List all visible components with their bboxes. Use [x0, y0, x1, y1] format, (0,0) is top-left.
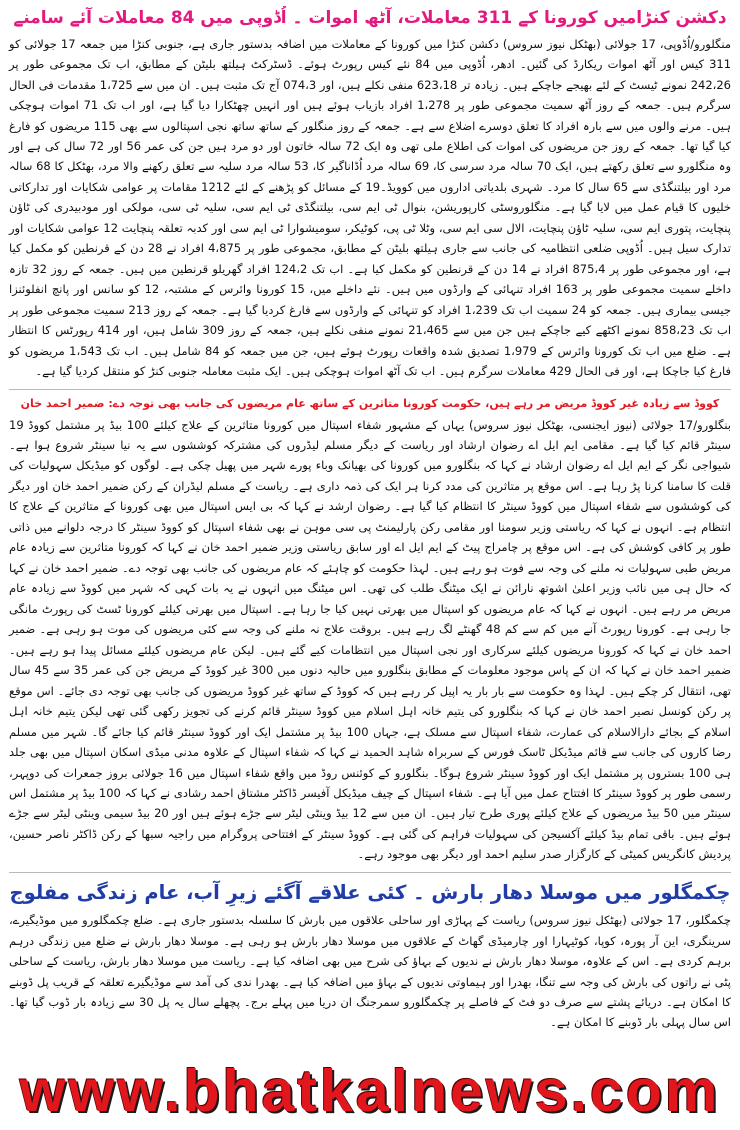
- divider: [9, 389, 731, 390]
- headline: چکمگلور میں موسلا دھار بارش ۔ کئی علاقے آگئے زیرِ آب، عام زندگی مفلوج: [9, 880, 731, 904]
- website-watermark: www.bhatkalnews.com: [19, 1058, 721, 1125]
- article-dakshina-kannada-covid: [9, 4, 731, 386]
- divider: [9, 872, 731, 873]
- headline: دکشن کنڑامیں کورونا کے 311 معاملات، آٹھ اموات ۔ اُڈوپی میں 84 معاملات آئے سامنے: [13, 8, 727, 28]
- headline: کووڈ سے زیادہ غیر کووڈ مریض مر رہے ہیں، حکومت کورونا متاثرین کے ساتھ عام مریضوں کی جانب بھی توجہ دے: ضمیر احمد خان: [20, 396, 720, 410]
- article-body: چکمگلور، 17 جولائی (بھٹکل نیوز سروس) ریاست کے پہاڑی اور ساحلی علاقوں میں بارش کا سلسلہ بدستور جاری ہے۔ ضلع چکمگلورو میں موڈیگیرے، سرینگری، این آر پورہ، کوپا، کوٹیہارا اور چارمیڈی گھاٹ کے علاقوں میں موسلا دھار بارش ہو رہی ہے۔ موسلا دھار بارش نے ضلع میں زندگی درہم برہم کردی ہے۔ اس کے علاوہ، موسلا دھار بارش نے ندیوں کے بہاؤ کی شرح میں بھی اضافہ کیا ہے۔ ریاست میں موسلا دھار بارش، ریاست کے ساحلی پٹی نے راتوں کی بارش کی وجہ سے تنگا، بھدرا اور ہیماوتی ندیوں کے بہاؤ میں اضافہ کیا ہے۔ بھدرا ندی کی آمد سے موڈیگیرے تعلقہ کے قریب پل ڈوبنے کا امکان ہے۔ دریائے پشتے سے صرف دو فٹ کے فاصلے پر چکمگلورو سمرجنگ ان دریا میں پہلے برج۔ پچھلے سال یہ پل 30 سے زیادہ بار ڈوب گیا تھا۔ اس سال پہلی بار ڈوبنے کا امکان ہے۔: [9, 913, 731, 1030]
- article-body: بنگلورو/17 جولائی (نیوز ایجنسی، بھٹکل نیوز سروس) یہاں کے مشہور شفاء اسپتال میں کورونا متاثرین کے علاج کیلئے 100 بیڈ پر مشتمل کووڈ 19 سینٹر قائم کیا گیا ہے۔ مقامی ایم ایل اے رضوان ارشاد اور ریاست کے دیگر مسلم لیڈروں کی مشترکہ کوششوں سے یہ نیا سینٹر شروع ہوا ہے۔ شیواجی نگر کے ایم ایل اے رضوان ارشاد نے کہا کہ بنگلورو میں کورونا کی بھیانک وباء پورے شہر میں پھیل چکی ہے۔ لوگوں کو میڈیکل سہولیات کی قلت کا سامنا کرنا پڑ رہا ہے۔ اس موقع پر متاثرین کی مدد کرنا ہر ایک کی ذمہ داری ہے۔ ریاست کے مسلم لیڈران کے رکن ضمیر احمد خان اور دیگر کی کوششوں سے شفاء اسپتال میں کووڈ سینٹر کا انتظام کیا گیا ہے۔ رضوان ارشد نے کہا کہ بی ایس اسپتال میں بھی کورونا کے متاثرین کے علاج کا انتظام ہے۔ انہوں نے کہا کہ ریاستی وزیر سومنا اور مقامی رکن پارلیمنٹ پی سی موہن نے بھی شفاء اسپتال کو کووڈ سینٹر کا درجہ دلوانے میں ذاتی طور پر کافی کوشش کی ہے۔ اس موقع پر چامراج پیٹ کے ایم ایل اے اور سابق ریاستی وزیر ضمیر احمد خان نے کہا کہ کورونا متاثرین سے زیادہ عام مریض طبی سہولیات نہ ملنے کی وجہ سے فوت ہو رہے ہیں۔ لہذا حکومت کو چاہئے کہ عام مریضوں کی جانب بھی توجہ دے۔ ضمیر احمد خان نے کہا کہ حال ہی میں نائب وزیر اعلیٰ اشوتھ نارائن نے ایک میٹنگ طلب کی تھی۔ اس میٹنگ میں انہوں نے یہ بات کہی کہ شہر میں کووڈ سے زیادہ عام مریض مر رہے ہیں۔ انہوں نے کہا کہ عام مریضوں کو اسپتال میں بھرتی نہیں کیا جا رہا ہے۔ اسپتال میں بھرتی کیلئے کورونا ٹسٹ کی رپورٹ مانگی جا رہی ہے۔ کورونا رپورٹ آنے میں کم سے کم 48 گھنٹے لگ رہے ہیں۔ بروقت علاج نہ ملنے کی وجہ سے کئی مریضوں کی موت ہو رہی ہے۔ ضمیر احمد خان نے کہا کہ کورونا مریضوں کیلئے سرکاری اور نجی اسپتال میں انتظامات کیے گئے ہیں۔ لیکن عام مریضوں کیلئے مسائل پیدا ہو رہے ہیں۔ ضمیر احمد خان نے کہا کہ ان کے پاس موجود معلومات کے مطابق بنگلورو میں حالیہ دنوں میں 300 غیر کووڈ کے مریض جن کی عمر 35 سے 45 سال تھی، انتقال کر چکے ہیں۔ لہذا وہ حکومت سے بار بار یہ اپیل کر رہے ہیں کہ کووڈ کے ساتھ غیر کووڈ مریضوں کی جانب بھی توجہ دی جائے۔ اس موقع پر رکن کونسل نصیر احمد خان نے کہا کہ بنگلورو کی یتیم خانہ اہل اسلام میں کووڈ سینٹر قائم کرنے کی تجویز رکھی گئی تھی لیکن یتیم خانہ اہل اسلام کے بجائے دارالاسلام کی عمارت، شفاء اسپتال سے مسلک ہے، جہاں 100 بیڈ پر مشتمل ایک اور کووڈ سینٹر قائم کیا جائے گا۔ شہر میں مسلم رضا کاروں کی جانب سے قائم میڈیکل ٹاسک فورس کے سربراہ شاہد الحمید نے کہا کہ شفاء اسپتال کے علاوہ مدنی میڈی اسکان اسپتال میں بھی جلد ہی 100 بستروں پر مشتمل ایک اور کووڈ سینٹر شروع ہوگا۔ بنگلورو کے کوئنس روڈ میں واقع شفاء اسپتال میں 16 جولائی بروز جمعرات کی دوپہر، رسمی طور پر کووڈ سینٹر کا افتتاح عمل میں آیا ہے۔ شفاء اسپتال کے چیف میڈیکل آفیسر ڈاکٹر مشتاق احمد رشادی نے کہا کہ 100 بیڈ پر مشتمل اس سینٹر میں 50 بیڈ مریضوں کے علاج کیلئے پوری طرح تیار ہیں۔ ان میں سے 12 بیڈ وینٹی لیٹر سے جڑے ہوئے ہیں اور 20 بیڈ سیمی وینٹی لیٹر سے جڑے ہوئے ہیں۔ باقی تمام بیڈ کیلئے آکسیجن کی سہولیات فراہم کی گئی ہے۔ کووڈ سینٹر کے افتتاحی پروگرام میں راجیہ سبھا کے رکن ڈاکٹر ناصر حسین، پردیش کانگریس کمیٹی کے کارگزار صدر سلیم احمد اور دیگر بھی موجود رہے۔: [9, 417, 732, 862]
- article-body: منگلورو/اُڈوپی، 17 جولائی (بھٹکل نیوز سروس) دکشن کنڑا میں کورونا کے معاملات میں اضافہ بدستور جاری ہے، جنوبی کنڑا میں جمعہ 17 جولائی کو 311 کیس اور آٹھ اموات ریکارڈ کی گئیں۔ ادھر، اُڈوپی میں 84 نئے کیس رپورٹ ہوئے۔ ڈسٹرکٹ ہیلتھ بلیٹن کے مطابق، اب تک مجموعی طور پر 242،26 نمونے ٹیسٹ کے لئے بھیجے جاچکے ہیں۔ زیادہ تر 623،18 منفی نکلے ہیں، اور 074،3 آج تک مثبت ہیں۔ ان میں سے 1،725 مقدمات فی الحال سرگرم ہیں۔ جمعہ کے روز آٹھ سمیت مجموعی طور پر 1،278 افراد بازیاب ہوئے ہیں اور انہیں چھٹکارا دیا گیا ہے، اور اب تک 71 اموات ہوچکی ہیں۔ مرنے والوں میں سے بارہ افراد کا تعلق دوسرے اضلاع سے ہے۔ جمعہ کے روز منگلور کے ساتھ ساتھ نجی اسپتالوں سے بھی 115 مریضوں کو فارغ کیا گیا تھا۔ جمعہ کے روز جن مریضوں کی اموات کی اطلاع ملی تھی وہ ایک 72 سالہ خاتون اور دو مرد ہیں جن کی عمر 56 اور 72 سال کی ہے اور وہ منگلورو سے تعلق رکھتے ہیں، ایک 70 سالہ مرد سرسی کا، 69 سالہ مرد اُڈاناگیر کا، 53 سالہ مرد سلیہ سے تعلق رکھنے والا مرد، بھٹکل کا 68 سالہ مرد اور بیلتنگڈی سے 65 سال کا مرد۔ شہری بلدیاتی اداروں میں کوویڈ۔19 کے مسائل کو پڑھنے کے لئے 1212 مقامات پر عوامی شکایات اور تدارکاتی خلیوں کا قیام عمل میں لایا گیا ہے۔ منگلوروسٹی کارپوریشن، بنوال ٹی ایم سی، بیلتنگڈی ٹی ایم سی، سلیہ ٹی سی، مولکی اور مودبیدری کی ٹاؤن پنچایت، پتوری ایم سی، سلیہ ٹاؤن پنچایت، الال سی ایم سی، وٹلا ٹی پی، کوٹیکر، سومیشوارا ٹی ایم سی اور کدبہ تعلقہ پنچایت 12 عوامی شکایات اور تدارک سیل ہیں۔ اُڈوپی ضلعی انتظامیہ کی جانب سے جاری ہیلتھ بلیٹن کے مطابق، مجموعی طور پر 4،875 افراد نے 28 دن کے قرنطین کو مکمل کیا ہے، اور مجموعی طور پر 875،4 افراد نے 14 دن کے قرنطین کو مکمل کیا ہے۔ اب تک 124،2 افراد گھریلو قرنطین میں ہیں۔ جمعہ کے روز 32 تازہ داخلے سمیت مجموعی طور پر 163 افراد تنہائی کے وارڈوں میں ہیں۔ نئے داخلے میں، 15 کورونا وائرس کے مشتبہ، 12 کو سانس اور پانچ انفلوئنزا جیسی بیماری ہیں۔ جمعہ کو 24 سمیت اب تک 1،239 افراد کو تنہائی کے وارڈوں سے فارغ کردیا گیا ہے۔ جمعہ کے روز 213 سمیت مجموعی طور پر اب تک 858،23 نمونے اکٹھے کیے جاچکے ہیں جن میں سے 21،465 نمونے منفی نکلے ہیں، جمعہ کے روز 309 شامل ہیں، اور 414 رپورٹس کا انتظار ہے۔ ضلع میں اب تک کورونا وائرس کے 1،979 تصدیق شدہ واقعات رپورٹ ہوئے ہیں، جن میں جمعہ کو 84 شامل ہیں۔ اب تک 1،543 مریضوں کو فارغ کیا جاچکا ہے، اور فی الحال 429 معاملات سرگرم ہیں۔ اب تک آٹھ اموات ہوچکی ہیں۔ ایک مثبت معاملہ جنوبی کنڑ کو منتقل کردیا گیا ہے۔: [9, 36, 732, 379]
- article-chikmagalur-rain: [9, 877, 731, 1037]
- article-non-covid-patients: [9, 394, 731, 869]
